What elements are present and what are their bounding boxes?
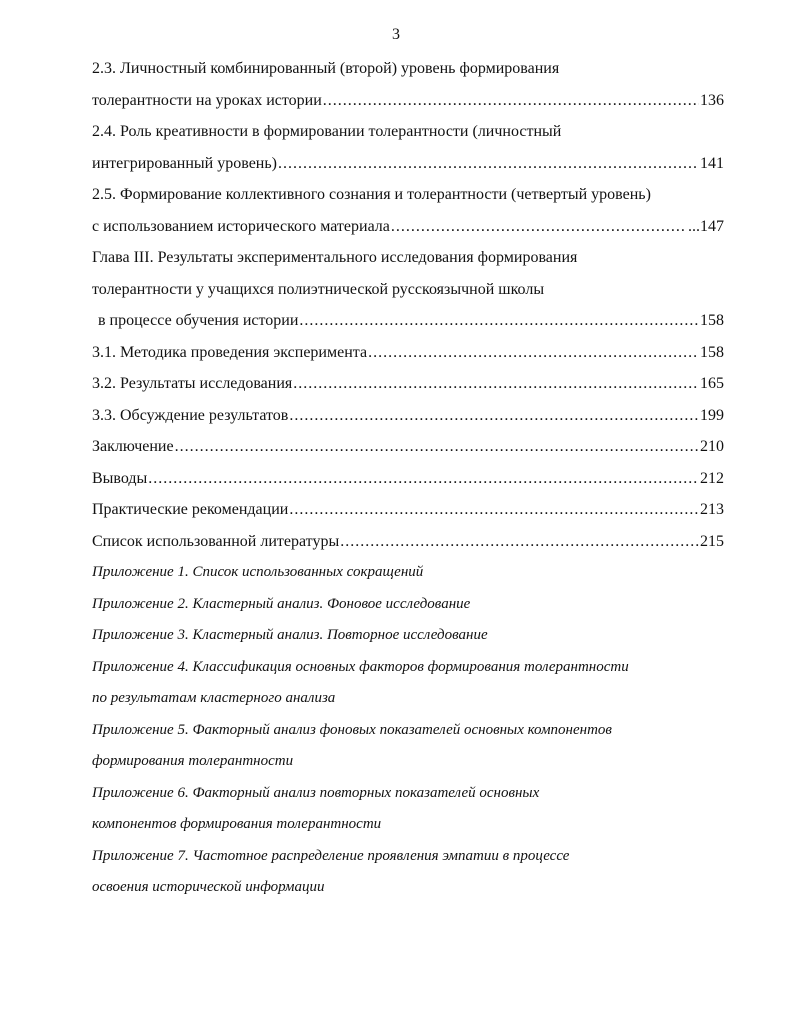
appendix-line: Приложение 1. Список использованных сокращений bbox=[92, 564, 424, 580]
dot-leader bbox=[293, 368, 699, 400]
toc-entry bbox=[92, 211, 724, 243]
dot-leader bbox=[175, 431, 699, 463]
toc-entry bbox=[92, 368, 724, 400]
toc-entry bbox=[92, 305, 724, 337]
dot-leader bbox=[148, 463, 699, 495]
toc-line: Глава III. Результаты экспериментального исследования формирования bbox=[92, 249, 578, 266]
appendix-line: формирования толерантности bbox=[92, 753, 294, 769]
toc-entry-label: интегрированный уровень) bbox=[92, 154, 277, 172]
dot-leader bbox=[368, 337, 699, 369]
appendix-line: Приложение 4. Классификация основных факторов формирования толерантности bbox=[92, 658, 629, 675]
toc-entry-page: ...147 bbox=[688, 217, 724, 235]
toc-entry bbox=[92, 463, 724, 495]
toc-entry-page: 158 bbox=[700, 343, 724, 361]
toc-entry-label: 3.2. Результаты исследования bbox=[92, 375, 293, 392]
toc-entry-page: 136 bbox=[700, 91, 724, 109]
dot-leader bbox=[299, 305, 699, 337]
appendix-line: Приложение 6. Факторный анализ повторных показателей основных bbox=[92, 784, 540, 801]
toc-entry bbox=[92, 400, 724, 432]
toc-line: 2.5. Формирование коллективного сознания и толерантности (четвертый уровень) bbox=[92, 186, 651, 203]
appendix-line: Приложение 7. Частотное распределение проявления эмпатии в процессе bbox=[92, 847, 570, 864]
dot-leader bbox=[289, 494, 699, 526]
dot-leader bbox=[289, 400, 699, 432]
toc-entry-page: 210 bbox=[700, 438, 724, 455]
appendix-line: по результатам кластерного анализа bbox=[92, 690, 336, 706]
toc-entry-label: 3.1. Методика проведения эксперимента bbox=[92, 343, 368, 361]
toc-entry bbox=[92, 494, 724, 526]
toc-entry bbox=[92, 148, 724, 180]
toc-entry-label: Практические рекомендации bbox=[92, 501, 289, 518]
toc-entry bbox=[92, 526, 724, 558]
toc-entry bbox=[92, 431, 724, 463]
toc-entry-label: Заключение bbox=[92, 438, 174, 455]
table-of-contents bbox=[92, 53, 724, 904]
appendix-line: освоения исторической информации bbox=[92, 879, 325, 895]
toc-entry-page: 215 bbox=[700, 532, 724, 550]
dot-leader bbox=[340, 526, 699, 558]
toc-entry-page: 212 bbox=[700, 469, 724, 487]
toc-entry-label: 3.3. Обсуждение результатов bbox=[92, 406, 289, 424]
toc-entry-label: Выводы bbox=[92, 469, 148, 487]
toc-entry-label: в процессе обучения истории bbox=[98, 312, 299, 329]
toc-entry-label: Список использованной литературы bbox=[92, 532, 340, 550]
dot-leader bbox=[323, 85, 699, 117]
toc-entry-page: 158 bbox=[700, 312, 724, 329]
toc-entry bbox=[92, 85, 724, 117]
toc-entry-page: 199 bbox=[700, 406, 724, 424]
toc-entry-page: 141 bbox=[700, 154, 724, 172]
toc-entry-label: толерантности на уроках истории bbox=[92, 91, 322, 109]
toc-entry bbox=[92, 337, 724, 369]
appendix-line: Приложение 5. Факторный анализ фоновых показателей основных компонентов bbox=[92, 721, 612, 738]
page-number: 3 bbox=[392, 26, 400, 43]
dot-leader bbox=[391, 211, 687, 243]
appendix-line: компонентов формирования толерантности bbox=[92, 816, 382, 832]
toc-line: 2.4. Роль креативности в формировании толерантности (личностный bbox=[92, 123, 562, 140]
toc-entry-label: с использованием исторического материала bbox=[92, 217, 390, 235]
appendix-line: Приложение 2. Кластерный анализ. Фоновое исследование bbox=[92, 595, 471, 612]
toc-entry-page: 165 bbox=[700, 375, 724, 392]
toc-line: толерантности у учащихся полиэтнической русскоязычной школы bbox=[92, 280, 545, 298]
toc-line: 2.3. Личностный комбинированный (второй) уровень формирования bbox=[92, 60, 560, 77]
toc-entry-page: 213 bbox=[700, 501, 724, 518]
appendix-line: Приложение 3. Кластерный анализ. Повторное исследование bbox=[92, 627, 488, 643]
dot-leader bbox=[278, 148, 699, 180]
